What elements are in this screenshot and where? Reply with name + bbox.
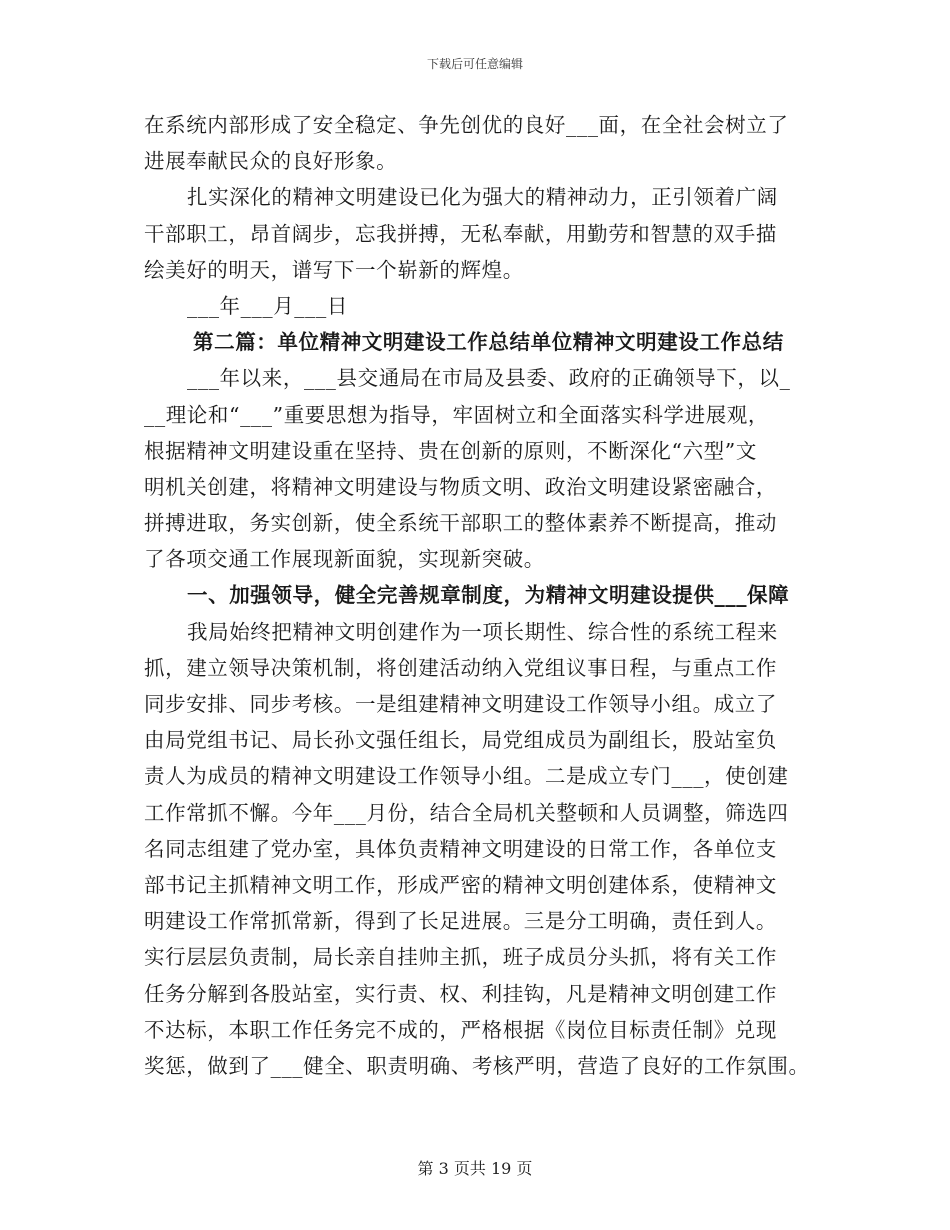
body-line: 责人为成员的精神文明建设工作领导小组。二是成立专门___，使创建 [144, 764, 789, 789]
body-line: 工作常抓不懈。今年___月份，结合全局机关整顿和人员调整，筛选四 [144, 800, 789, 825]
body-line: 奖惩，做到了___健全、职责明确、考核严明，营造了良好的工作氛围。 [144, 1053, 810, 1078]
body-line: 抓，建立领导决策机制，将创建活动纳入党组议事日程，与重点工作 [144, 655, 777, 680]
body-line: 了各项交通工作展现新面貌，实现新突破。 [144, 547, 545, 572]
body-line: 进展奉献民众的良好形象。 [144, 149, 398, 174]
body-line: __理论和“___”重要思想为指导，牢固树立和全面落实科学进展观， [144, 402, 770, 427]
date-line: ___年___月___日 [187, 293, 348, 318]
body-line: 部书记主抓精神文明工作，形成严密的精神文明创建体系，使精神文 [144, 872, 777, 897]
body-line: 实行层层负责制，局长亲自挂帅主抓，班子成员分头抓，将有关工作 [144, 945, 777, 970]
subsection-heading: 一、加强领导，健全完善规章制度，为精神文明建设提供___保障 [187, 583, 790, 608]
body-line: 绘美好的明天，谱写下一个崭新的辉煌。 [144, 257, 524, 282]
body-line: 根据精神文明建设重在坚持、贵在创新的原则，不断深化“六型”文 [144, 438, 757, 463]
body-line: 名同志组建了党办室，具体负责精神文明建设的日常工作，各单位支 [144, 836, 777, 861]
body-line: ___年以来，___县交通局在市局及县委、政府的正确领导下，以_ [187, 366, 791, 391]
body-line: 明建设工作常抓常新，得到了长足进展。三是分工明确，责任到人。 [144, 909, 777, 934]
body-line: 任务分解到各股站室，实行责、权、利挂钩，凡是精神文明创建工作 [144, 981, 777, 1006]
body-line: 拼搏进取，务实创新，使全系统干部职工的整体素养不断提高，推动 [144, 511, 777, 536]
page-header-note: 下载后可任意编辑 [426, 57, 523, 71]
document-body [144, 107, 824, 1084]
body-line: 我局始终把精神文明创建作为一项长期性、综合性的系统工程来 [187, 619, 778, 644]
body-line: 扎实深化的精神文明建设已化为强大的精神动力，正引领着广阔 [187, 185, 778, 210]
body-line: 明机关创建，将精神文明建设与物质文明、政治文明建设紧密融合， [144, 474, 777, 499]
body-line: 在系统内部形成了安全稳定、争先创优的良好___面，在全社会树立了 [144, 113, 789, 137]
body-line: 同步安排、同步考核。一是组建精神文明建设工作领导小组。成立了 [144, 692, 777, 716]
section-heading: 第二篇：单位精神文明建设工作总结单位精神文明建设工作总结 [193, 330, 784, 355]
body-line: 不达标，本职工作任务完不成的，严格根据《岗位目标责任制》兑现 [144, 1017, 777, 1042]
page-number-footer: 第 3 页共 19 页 [417, 1159, 533, 1178]
body-line: 由局党组书记、局长孙文强任组长，局党组成员为副组长，股站室负 [144, 728, 777, 753]
body-line: 干部职工，昂首阔步，忘我拼搏，无私奉献，用勤劳和智慧的双手描 [144, 221, 777, 246]
